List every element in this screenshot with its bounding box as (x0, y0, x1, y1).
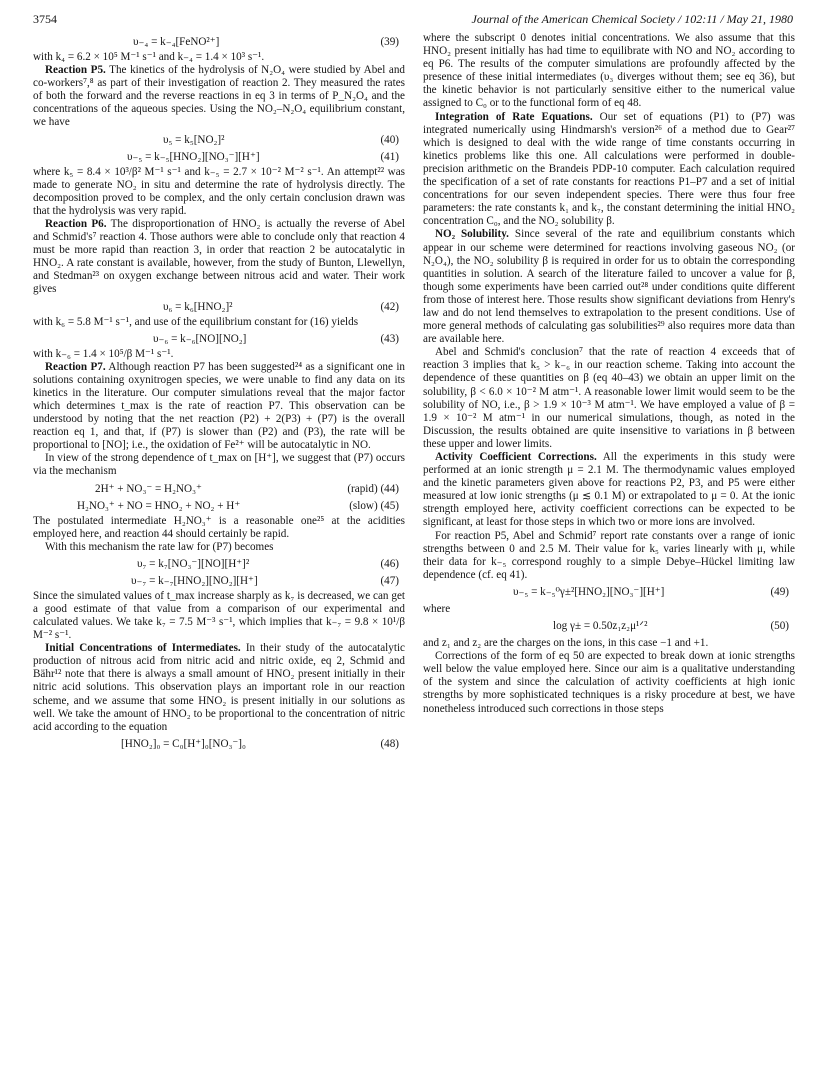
equation-number: (50) (770, 620, 789, 633)
equation-number: (48) (380, 737, 399, 750)
equation-expression: [HNO₂]₀ = C₀[H⁺]₀[NO₃⁻]₀ (121, 737, 246, 750)
equation-number: (47) (380, 574, 399, 587)
paragraph: The postulated intermediate H₂NO₃⁺ is a reasonable one²⁵ at the acidities employed here, and reaction 44 should certainly be rapid. (33, 514, 405, 540)
equation-50 (423, 619, 795, 635)
equation-49 (423, 585, 795, 601)
paragraph: For reaction P5, Abel and Schmid⁷ report rate constants over a range of ionic strengths between 0 and 2.5 M. Their value for k₅ varies linearly with μ, while their data for k₋₅ correspond roughly to a simple Debye–Hückel limiting law dependence (cf. eq 41). (423, 529, 795, 581)
equation-41 (33, 150, 405, 164)
equation-expression: H₂NO₃⁺ + NO = HNO₂ + NO₂ + H⁺ (77, 499, 241, 512)
page-header (33, 12, 793, 30)
equation-45 (33, 499, 405, 513)
equation-expression: υ₋₅ = k₋₅[HNO₂][NO₃⁻][H⁺] (127, 150, 260, 163)
section-run-in-heading: Initial Concentrations of Intermediates. (45, 642, 241, 655)
equation-number: (43) (380, 332, 399, 345)
equation-46 (33, 557, 405, 571)
section-run-in-heading: Reaction P6. (45, 217, 107, 230)
paragraph: and z₁ and z₂ are the charges on the ions, in this case −1 and +1. (423, 637, 709, 650)
paragraph: with k₋₆ = 1.4 × 10⁵/β M⁻¹ s⁻¹. (33, 347, 174, 360)
equation-annotation: (slow) (45) (349, 499, 399, 512)
paragraph: Corrections of the form of eq 50 are expected to break down at ionic strengths well below the value employed here. Since our aim is a qualitative understanding of the system and since the calculation of activity coefficients at high ionic strengths by more sophisticated techniques is a risky procedure at best, we have nonetheless introduced such corrections in those steps (423, 650, 795, 715)
equation-expression: υ₇ = k₇[NO₃⁻][NO][H⁺]² (137, 557, 250, 570)
paragraph-no2-solubility (423, 228, 795, 346)
equation-42 (33, 300, 405, 314)
equation-expression: υ₆ = k₆[HNO₂]² (163, 300, 233, 313)
equation-39 (33, 35, 405, 49)
equation-expression: υ₋₇ = k₋₇[HNO₂][NO₂][H⁺] (131, 574, 258, 587)
equation-40 (33, 133, 405, 147)
section-run-in-heading: Reaction P5. (45, 64, 106, 77)
paragraph-reaction-p6 (33, 218, 405, 297)
equation-number: (46) (380, 557, 399, 570)
equation-number: (40) (380, 133, 399, 146)
paragraph-initial-concentrations (33, 642, 405, 734)
paragraph-text: All the experiments in this study were performed at an ionic strength μ = 2.1 M. The thermodynamic values employed and the kinetic parameters given above for reactions P2, P3, and P5 were either measured at low ionic strengths (μ ≲ 0.1 M) or extrapolated to μ = 0. At the ionic strength employed here, activity coefficient corrections can be expected to be significant, at least for those steps in which two or more ions are involved. (423, 451, 795, 529)
equation-annotation: (rapid) (44) (347, 482, 399, 495)
paragraph-text: In their study of the autocatalytic production of nitrous acid from nitric acid and nitric oxide, eq 2, Schmid and Bähr¹² note that there is always a small amount of HNO₂ present initially in their nitric acid solutions. This observation plays an important role in our reaction scheme, and we assume that some HNO₂ is present initially in our solutions as well. We take the amount of HNO₂ to be proportional to the concentration of nitric acid according to the equation (33, 642, 405, 733)
equation-number: (42) (380, 300, 399, 313)
paragraph: Since the simulated values of t_max increase sharply as k₇ is decreased, we can get a good estimate of that value from a comparison of our experimental and calculated values. We take k₇ = 7.5 M⁻³ s⁻¹, which implies that k₋₇ = 9.8 × 10¹/β M⁻² s⁻¹. (33, 589, 405, 642)
paragraph-text: Our set of equations (P1) to (P7) was integrated numerically using Hindmarsh's version²⁶ of a method due to Gear²⁷ which is designed to deal with the wide range of time constants occurring in kinetics problems like this one. All calculations were performed in double-precision arithmetic on the Brandeis PDP-10 computer. Each calculation required the specification of a set of rate constants for reactions P1–P7 and a set of initial concentrations for our seven independent species. There were thus four free parameters: the rate constants k₁ and k₇, the constant determining the initial HNO₂ concentration C₀, and the NO₂ solubility β. (423, 110, 795, 228)
running-header: Journal of the American Chemical Society / 102:11 / May 21, 1980 (471, 12, 793, 26)
paragraph-reaction-p7 (33, 361, 405, 453)
equation-expression: υ₋₄ = k₋₄[FeNO²⁺] (133, 36, 220, 48)
paragraph-text: Although reaction P7 has been suggested²⁴ as a significant one in solutions containing oxynitrogen species, we were unable to find any data on its kinetics in the literature. Our computer simulations reveal that the major factor which determines t_max is the rate of reaction P7. This observation can be understood by noting that the net reaction (P2) + 2(P3) + (P7) is the overall reaction eq 1, and that, if (P7) is slower than (P2) and (P3), the rate will be proportional to [NO]; i.e., the oxidation of Fe²⁺ will be autocatalytic in NO. (33, 360, 405, 452)
right-column (423, 32, 795, 1057)
paragraph-text: Since several of the rate and equilibrium constants which appear in our scheme were determined for reactions involving gaseous NO₂ (or N₂O₄), the NO₂ solubility β is required in order for us to obtain the corresponding quantities in solution. A search of the literature failed to uncover a value for β, though some experiments have been carried out²⁸ under conditions quite different from those of interest here. Those results show significant deviations from Henry's law and do not lend themselves to extrapolation to the present conditions. Use of more general methods of calculating gas solubilities²⁹ also requires more data than are available here. (423, 228, 795, 346)
equation-44 (33, 482, 405, 496)
section-run-in-heading: Reaction P7. (45, 360, 106, 373)
paragraph: where the subscript 0 denotes initial concentrations. We also assume that this HNO₂ present initially has had time to equilibrate with NO and NO₂ according to eq P6. The results of the computer simulations are profoundly affected by the presence of these initial intermediates (υ₃ diverges without them; see eq 36), but the kinetic behavior is not particularly sensitive either to the numerical value assigned to C₀ or to the functional form of eq 48. (423, 32, 795, 110)
page-number: 3754 (33, 12, 57, 26)
paragraph: where (423, 602, 451, 615)
equation-number: (49) (770, 585, 789, 598)
paragraph: With this mechanism the rate law for (P7) becomes (45, 540, 274, 553)
paragraph: In view of the strong dependence of t_max on [H⁺], we suggest that (P7) occurs via the mechanism (33, 452, 405, 478)
paragraph: where k₅ = 8.4 × 10³/β² M⁻¹ s⁻¹ and k₋₅ = 2.7 × 10⁻² M⁻² s⁻¹. An attempt²² was made to generate NO₂ in situ and determine the rate of hydrolysis directly. The decomposition proved to be complex, and the only certain conclusion drawn was that the hydrolysis was very rapid. (33, 165, 405, 217)
section-run-in-heading: NO₂ Solubility. (435, 228, 509, 241)
paragraph: Abel and Schmid's conclusion⁷ that the rate of reaction 4 exceeds that of reaction 3 implies that k₅ > k₋₆ in our reaction scheme. Taking into account the dependence of these quantities on β (eq 40–43) we obtain an upper limit on the solubility, β < 6.0 × 10⁻² M atm⁻¹. A reasonable lower limit would seem to be the solubility of NO, i.e., β > 1.9 × 10⁻³ M atm⁻¹. We have employed a value of β = 1.9 × 10⁻² M atm⁻¹ in our numerical simulations, though, as noted in the Discussion, the results obtained are quite insensitive to variations in β between these upper and lower limits. (423, 346, 795, 450)
equation-48 (33, 737, 405, 751)
paragraph: with k₄ = 6.2 × 10⁵ M⁻¹ s⁻¹ and k₋₄ = 1.4 × 10³ s⁻¹. (33, 51, 265, 63)
paragraph-reaction-p5 (33, 64, 405, 129)
equation-47 (33, 574, 405, 588)
left-column (33, 32, 405, 1057)
equation-number: (39) (380, 36, 399, 48)
equation-expression: υ₋₆ = k₋₆[NO][NO₂] (153, 332, 247, 345)
equation-43 (33, 332, 405, 346)
paragraph: with k₆ = 5.8 M⁻¹ s⁻¹, and use of the equilibrium constant for (16) yields (33, 315, 359, 328)
paragraph-text: The disproportionation of HNO₂ is actually the reverse of Abel and Schmid's⁷ reaction 4. Those authors were able to conclude only that reaction 4 must be more rapid than reaction 3, in order that reaction 2 be autocatalytic in HNO₂. A rate constant is available, however, from the study of Bunton, Llewellyn, and Stedman²³ on oxygen exchange between nitrous acid and water. Their work gives (33, 217, 405, 296)
equation-expression: υ₋₅ = k₋₅⁰γ±²[HNO₂][NO₃⁻][H⁺] (513, 585, 665, 598)
section-run-in-heading: Integration of Rate Equations. (435, 110, 593, 123)
equation-expression: υ₅ = k₅[NO₂]² (163, 133, 225, 146)
section-run-in-heading: Activity Coefficient Corrections. (435, 451, 597, 463)
paragraph-text: The kinetics of the hydrolysis of N₂O₄ were studied by Abel and co-workers⁷,⁸ as part of their investigation of reaction 2. They measured the rates of both the forward and the reverse reactions in eq 3 in terms of P_N₂O₄ and the concentrations of the aqueous species. Using the NO₂–N₂O₄ equilibrium constant, we have (33, 64, 405, 129)
equation-expression: log γ± = 0.50z₁z₂μ¹ᐟ² (553, 620, 648, 633)
paragraph-activity-coefficient (423, 451, 795, 530)
paragraph-integration (423, 111, 795, 229)
equation-number: (41) (380, 150, 399, 163)
equation-expression: 2H⁺ + NO₃⁻ = H₂NO₃⁺ (95, 482, 202, 495)
